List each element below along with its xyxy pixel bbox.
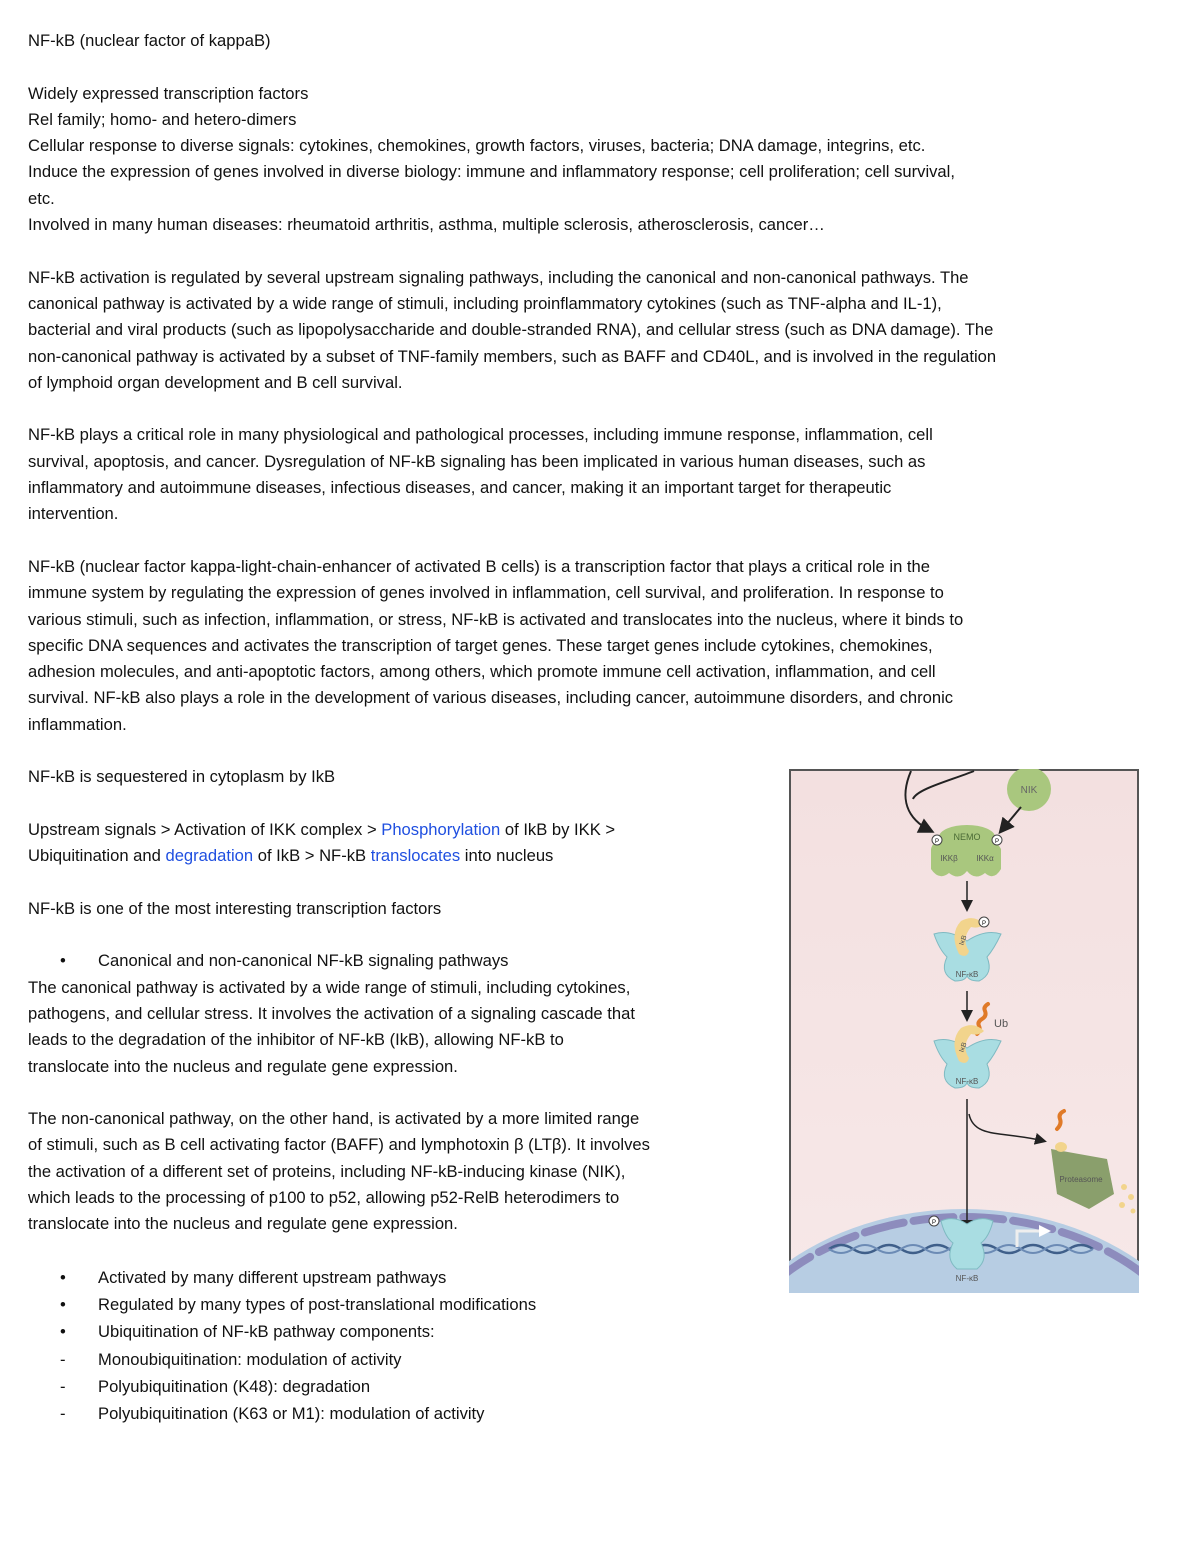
paragraph-line: non-canonical pathway is activated by a subset of TNF-family members, such as BAFF and CD40L, and is involved in the regulation: [28, 346, 997, 366]
paragraph-line: inflammatory and autoimmune diseases, infectious diseases, and cancer, making it an important target for therapeutic: [28, 478, 892, 498]
bullet-text: Ubiquitination of NF-kB pathway components:: [98, 1322, 435, 1342]
dash-text: Polyubiquitination (K63 or M1): modulation of activity: [98, 1403, 485, 1423]
nfkb-label: NF-κB: [955, 1274, 979, 1283]
bullet-text: Regulated by many types of post-translational modifications: [98, 1295, 537, 1315]
canonical-line: The canonical pathway is activated by a wide range of stimuli, including cytokines,: [28, 977, 631, 997]
intro-line: Widely expressed transcription factors: [28, 83, 309, 103]
ikb-label: IκB: [958, 934, 969, 947]
paragraph-line: intervention.: [28, 504, 119, 524]
sequestered-line: NF-kB is sequestered in cytoplasm by IkB: [28, 767, 336, 787]
canonical-line: pathogens, and cellular stress. It involves the activation of a signaling cascade that: [28, 1003, 635, 1023]
paragraph-line: survival. NF-kB also plays a role in the development of various diseases, including cancer, autoimmune disorders, and chronic: [28, 688, 954, 708]
paragraph-line: NF-kB (nuclear factor kappa-light-chain-enhancer of activated B cells) is a transcription factor that plays a critical role in the: [28, 556, 930, 576]
canonical-line: translocate into the nucleus and regulate gene expression.: [28, 1056, 458, 1076]
highlight-translocates: translocates: [370, 846, 461, 866]
intro-line: etc.: [28, 188, 55, 208]
phosphate-label: P: [994, 839, 1000, 845]
highlight-phosphorylation: Phosphorylation: [381, 819, 501, 839]
intro-line: Cellular response to diverse signals: cytokines, chemokines, growth factors, viruses, bacteria; DNA damage, integrins, etc.: [28, 136, 926, 156]
ub-label: Ub: [994, 1018, 1009, 1030]
dash-item: [28, 1346, 996, 1373]
dash-marker: -: [60, 1403, 66, 1423]
bullet-marker: •: [60, 951, 66, 971]
phosphate-label: P: [981, 921, 987, 927]
dash-text: Monoubiquitination: modulation of activity: [98, 1349, 402, 1369]
intro-line: Rel family; homo- and hetero-dimers: [28, 109, 297, 129]
proteasome-label: Proteasome: [1059, 1175, 1103, 1184]
bullet-item: [28, 1318, 996, 1345]
paragraph-line: immune system by regulating the expression of genes involved in inflammation, cell survival, and proliferation. In response to: [28, 583, 944, 603]
dash-marker: -: [60, 1376, 66, 1396]
paragraph-line: NF-kB activation is regulated by several upstream signaling pathways, including the canonical and non-canonical pathways. The: [28, 267, 969, 287]
intro-line: Induce the expression of genes involved in diverse biology: immune and inflammatory response; cell proliferation; cell survival,: [28, 162, 955, 182]
bullet-text: Activated by many different upstream pathways: [98, 1267, 447, 1287]
paragraph-line: various stimuli, such as infection, inflammation, or stress, NF-kB is activated and translocates into the nucleus, where it binds to: [28, 609, 964, 629]
dash-item: [28, 1400, 996, 1427]
noncanonical-line: The non-canonical pathway, on the other hand, is activated by a more limited range: [28, 1109, 640, 1129]
paragraph-line: canonical pathway is activated by a wide range of stimuli, including proinflammatory cytokines (such as TNF-alpha and IL-1),: [28, 293, 942, 313]
ikb-label: IκB: [958, 1041, 969, 1054]
bullet-marker: •: [60, 1322, 66, 1342]
paragraph-line: inflammation.: [28, 714, 127, 734]
highlight-degradation: degradation: [165, 846, 254, 866]
noncanonical-line: of stimuli, such as B cell activating factor (BAFF) and lymphotoxin β (LTβ). It involves: [28, 1135, 650, 1155]
paragraph-line: bacterial and viral products (such as lipopolysaccharide and double-stranded RNA), and cellular stress (such as DNA damage). The: [28, 320, 994, 340]
canonical-line: leads to the degradation of the inhibitor of NF-kB (IkB), allowing NF-kB to: [28, 1030, 564, 1050]
cascade-text: into nucleus: [460, 846, 554, 866]
nfkb-label: NF-κB: [955, 970, 979, 979]
bullet-text: Canonical and non-canonical NF-kB signaling pathways: [98, 951, 509, 971]
nemo-label: NEMO: [953, 832, 981, 842]
phosphate-label: P: [934, 839, 940, 845]
ikkb-label: IKKβ: [940, 854, 958, 863]
dash-text: Polyubiquitination (K48): degradation: [98, 1376, 371, 1396]
cascade-text: of IkB by IKK >: [500, 819, 616, 839]
noncanonical-line: which leads to the processing of p100 to p52, allowing p52-RelB heterodimers to: [28, 1188, 620, 1208]
ikka-label: IKKα: [976, 854, 994, 863]
dash-item: [28, 1373, 996, 1400]
bullet-marker: •: [60, 1295, 66, 1315]
noncanonical-line: the activation of a different set of proteins, including NF-kB-inducing kinase (NIK),: [28, 1161, 626, 1181]
nfkb-label: NF-κB: [955, 1077, 979, 1086]
phosphate-label: P: [931, 1220, 937, 1226]
cascade-text: of IkB > NF-kB: [253, 846, 371, 866]
bullet-item: [28, 1291, 996, 1318]
cascade-text: Ubiquitination and: [28, 846, 166, 866]
bullet-marker: •: [60, 1267, 66, 1287]
paragraph-line: adhesion molecules, and anti-apoptotic factors, among others, which promote immune cell activation, inflammation, and cell: [28, 662, 936, 682]
noncanonical-line: translocate into the nucleus and regulate gene expression.: [28, 1214, 458, 1234]
interesting-line: NF-kB is one of the most interesting transcription factors: [28, 898, 442, 918]
paragraph-line: NF-kB plays a critical role in many physiological and pathological processes, including immune response, inflammation, cell: [28, 425, 933, 445]
paragraph-line: of lymphoid organ development and B cell survival.: [28, 372, 403, 392]
paragraph-line: survival, apoptosis, and cancer. Dysregulation of NF-kB signaling has been implicated in various human diseases, such as: [28, 451, 926, 471]
intro-line: Involved in many human diseases: rheumatoid arthritis, asthma, multiple sclerosis, atherosclerosis, cancer…: [28, 215, 825, 235]
nfkb-pathway-figure: [789, 769, 1139, 1293]
dash-marker: -: [60, 1349, 66, 1369]
cascade-text: Upstream signals > Activation of IKK complex >: [28, 819, 382, 839]
document-title: NF-kB (nuclear factor of kappaB): [28, 31, 271, 50]
paragraph-line: specific DNA sequences and activates the transcription of target genes. These target genes include cytokines, chemokines,: [28, 635, 933, 655]
nik-label: NIK: [1020, 785, 1038, 796]
